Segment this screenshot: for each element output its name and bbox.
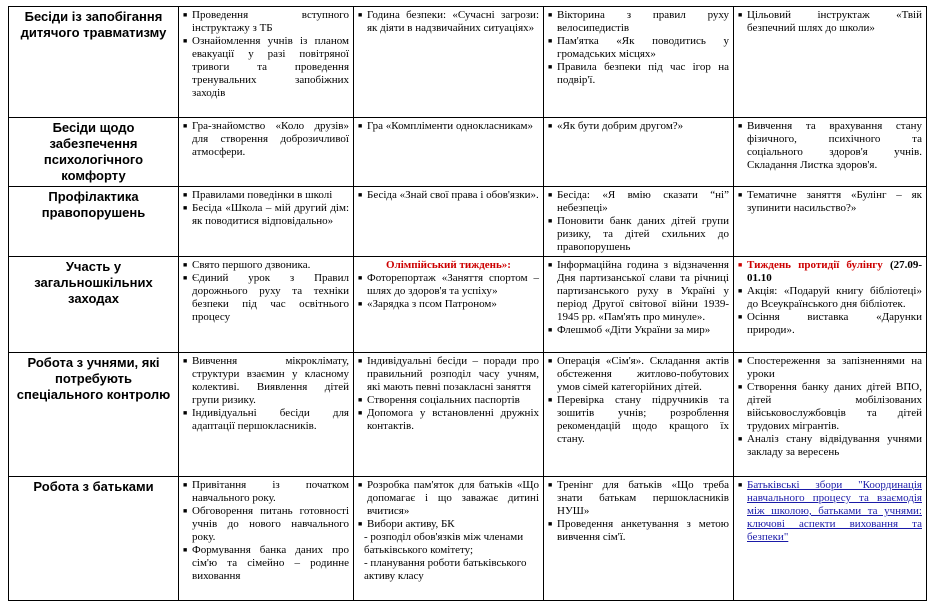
list-item: ■ Аналіз стану відвідування учнями закладу за вересень [738,433,922,458]
list-item: ■ Година безпеки: «Сучасні загрози: як діяти в надзвичайних ситуаціях» [358,9,539,34]
list-item: ■ Правила безпеки під час ігор на подвір'ї. [548,61,729,86]
list-item: ■ Розробка пам'яток для батьків «Що допомагає і що заважає дитині вчитися» [358,479,539,517]
table-cell [734,257,927,353]
square-bullet-icon: ■ [548,122,553,130]
list-item: ■ Індивідуальні бесіди – поради про правильний розподіл часу учням, які мають певні позакласні заняття [358,355,539,393]
table-cell [354,118,544,187]
square-bullet-icon: ■ [358,11,363,19]
table-row [9,7,927,118]
row-title: Бесіди із запобігання дитячого травматизму [9,7,179,118]
list-item: ■ Створення банку даних дітей ВПО, дітей мобілізованих військовослужбовців та дітей трудових мігрантів. [738,381,922,432]
square-bullet-icon: ■ [183,274,188,282]
olympic-week-heading: Олімпійський тиждень»: [386,259,511,271]
square-bullet-icon: ■ [358,300,363,308]
table-cell [179,477,354,601]
table-cell [734,187,927,257]
list-item: ■ Бесіда «Школа – мій другий дім: як поводитися відповідально» [183,202,349,227]
list-item: ■ Свято першого дзвоника. [183,259,311,271]
square-bullet-icon: ■ [738,357,743,365]
list-item: ■ Правилами поведінки в школі [183,189,333,201]
list-item: ■ Тематичне заняття «Булінг – як зупинити насильство?» [738,189,922,214]
table-row [9,477,927,601]
square-bullet-icon: ■ [738,313,743,321]
square-bullet-icon: ■ [738,287,743,295]
table-cell [354,257,544,353]
list-item: ■ Вивчення мікроклімату, структури взаємин у класному колективі. Виявлення дітей групи ризику. [183,355,349,406]
list-item: ■ Поновити банк даних дітей групи ризику, та дітей схильних до правопорушень [548,215,729,253]
square-bullet-icon: ■ [548,396,553,404]
row-title: Профілактика правопорушень [9,187,179,257]
square-bullet-icon: ■ [548,217,553,225]
table-cell [734,7,927,118]
square-bullet-icon: ■ [548,481,553,489]
square-bullet-icon: ■ [358,191,363,199]
list-item [738,259,922,285]
list-item: ■ Цільовий інструктаж «Твій безпечний шлях до школи» [738,9,922,34]
row-title: Робота з батьками [9,477,179,601]
list-item: ■ Пам'ятка «Як поводитись у громадських місцях» [548,35,729,60]
table-cell [544,118,734,187]
row-title: Робота з учнями, які потребують спеціального контролю [9,353,179,477]
table-row [9,353,927,477]
table-cell [734,118,927,187]
list-item: ■ Тренінг для батьків «Що треба знати батькам першокласників НУШ» [548,479,729,517]
table-row [9,187,927,257]
list-item: ■ Гра-знайомство «Коло друзів» для створення доброзичливої атмосфери. [183,120,349,158]
square-bullet-icon: ■ [183,409,188,417]
square-bullet-icon: ■ [548,191,553,199]
square-bullet-icon: ■ [548,261,553,269]
square-bullet-icon: ■ [358,274,363,282]
anti-bullying-week-dates: (27.09-01.10 [747,259,923,284]
square-bullet-icon: ■ [358,409,363,417]
table-cell [354,187,544,257]
square-bullet-icon: ■ [183,357,188,365]
table-cell [179,353,354,477]
square-bullet-icon: ■ [358,481,363,489]
square-bullet-icon: ■ [358,396,363,404]
list-item: ■ «Зарядка з псом Патроном» [358,298,497,310]
table-cell [354,7,544,118]
list-item: ■ Вибори активу, БК [358,518,455,530]
square-bullet-icon: ■ [738,11,743,19]
list-item: ■ Проведення вступного інструктажу з ТБ [183,9,349,34]
square-bullet-icon: ■ [548,11,553,19]
row-title: Бесіди щодо забезпечення психологічного комфорту [9,118,179,187]
square-bullet-icon: ■ [738,122,743,130]
table-cell [544,353,734,477]
square-bullet-icon: ■ [738,261,743,269]
list-item: ■ Допомога у встановленні дружніх контактів. [358,407,539,432]
list-item [738,479,922,544]
square-bullet-icon: ■ [548,357,553,365]
table-cell [354,353,544,477]
square-bullet-icon: ■ [548,37,553,45]
sub-item: - планування роботи батьківського активу класу [364,557,527,582]
square-bullet-icon: ■ [183,11,188,19]
square-bullet-icon: ■ [183,122,188,130]
table-cell [179,7,354,118]
list-item: ■ Вивчення та врахування стану фізичного, психічного та соціального здоров'я учнів. Складання Листка здоров'я. [738,120,922,171]
square-bullet-icon: ■ [183,481,188,489]
square-bullet-icon: ■ [738,435,743,443]
parent-meeting-link[interactable]: Батьківські збори "Координація навчального процесу та взаємодія між школою, батьками та учнями: ключові аспекти виховання та безпеки" [747,479,922,543]
anti-bullying-week-label: Тиждень протидії булінгу [747,259,883,271]
square-bullet-icon: ■ [183,191,188,199]
list-item: ■ Спостереження за запізненнями на уроки [738,355,922,380]
square-bullet-icon: ■ [358,520,363,528]
list-item: ■ Фоторепортаж «Заняття спортом – шлях до здоров'я та успіху» [358,272,539,297]
list-item: ■ Формування банка даних про сім'ю та сімейно – родинне виховання [183,544,349,582]
square-bullet-icon: ■ [183,507,188,515]
education-plan-table [8,6,927,601]
table-cell [544,187,734,257]
list-item: ■ Ознайомлення учнів із планом евакуації у разі повітряної тривоги та проведення тренувальних запобіжних заходів [183,35,349,99]
table-cell [544,7,734,118]
table-cell [179,257,354,353]
square-bullet-icon: ■ [738,191,743,199]
list-item: ■ Інформаційна година з відзначення Дня партизанської слави та річниці партизанського руху в Україні у період Другої світової війни 1939-1945 рр. «Пам'ять про минуле». [548,259,729,323]
row-title: Участь у загальношкільних заходах [9,257,179,353]
list-item: ■ Акція: «Подаруй книгу бібліотеці» до Всеукраїнського дня бібліотек. [738,285,922,310]
table-row [9,118,927,187]
list-item: ■ Флешмоб «Діти України за мир» [548,324,711,336]
list-item: ■ Операція «Сім'я». Складання актів обстеження житлово-побутових умов сімей категорійних дітей. [548,355,729,393]
table-cell [544,477,734,601]
list-item: ■ Привітання із початком навчального року. [183,479,349,504]
list-item: ■ Обговорення питань готовності учнів до нового навчального року. [183,505,349,543]
list-item: ■ Вікторина з правил руху велосипедистів [548,9,729,34]
list-item: ■ Перевірка стану підручників та зошитів учнів; розроблення рекомендацій щодо кращого їх стану. [548,394,729,445]
square-bullet-icon: ■ [183,37,188,45]
table-cell [734,477,927,601]
table-cell [179,187,354,257]
table-cell [354,477,544,601]
square-bullet-icon: ■ [183,261,188,269]
list-item: ■ Єдиний урок з Правил дорожнього руху та техніки безпеки під час освітнього процесу [183,272,349,323]
list-item: ■ Осіння виставка «Дарунки природи». [738,311,922,336]
square-bullet-icon: ■ [358,357,363,365]
square-bullet-icon: ■ [548,326,553,334]
sub-item: - розподіл обов'язків між членами батьківського комітету; [364,531,524,556]
list-item: ■ Створення соціальних паспортів [358,394,520,406]
list-item: ■ «Як бути добрим другом?» [548,120,684,132]
list-item: ■ Індивідуальні бесіди для адаптації першокласників. [183,407,349,432]
square-bullet-icon: ■ [548,63,553,71]
list-item: ■ Гра «Компліменти однокласникам» [358,120,534,132]
square-bullet-icon: ■ [183,546,188,554]
square-bullet-icon: ■ [738,481,743,489]
list-item: ■ Проведення анкетування з метою вивчення сім'ї. [548,518,729,543]
list-item: ■ Бесіда «Знай свої права і обов'язки». [358,189,539,201]
square-bullet-icon: ■ [738,383,743,391]
square-bullet-icon: ■ [183,204,188,212]
square-bullet-icon: ■ [358,122,363,130]
table-cell [179,118,354,187]
table-cell [544,257,734,353]
list-item: ■ Бесіда: «Я вмію сказати “ні” небезпеці» [548,189,729,214]
square-bullet-icon: ■ [548,520,553,528]
table-cell [734,353,927,477]
table-row [9,257,927,353]
